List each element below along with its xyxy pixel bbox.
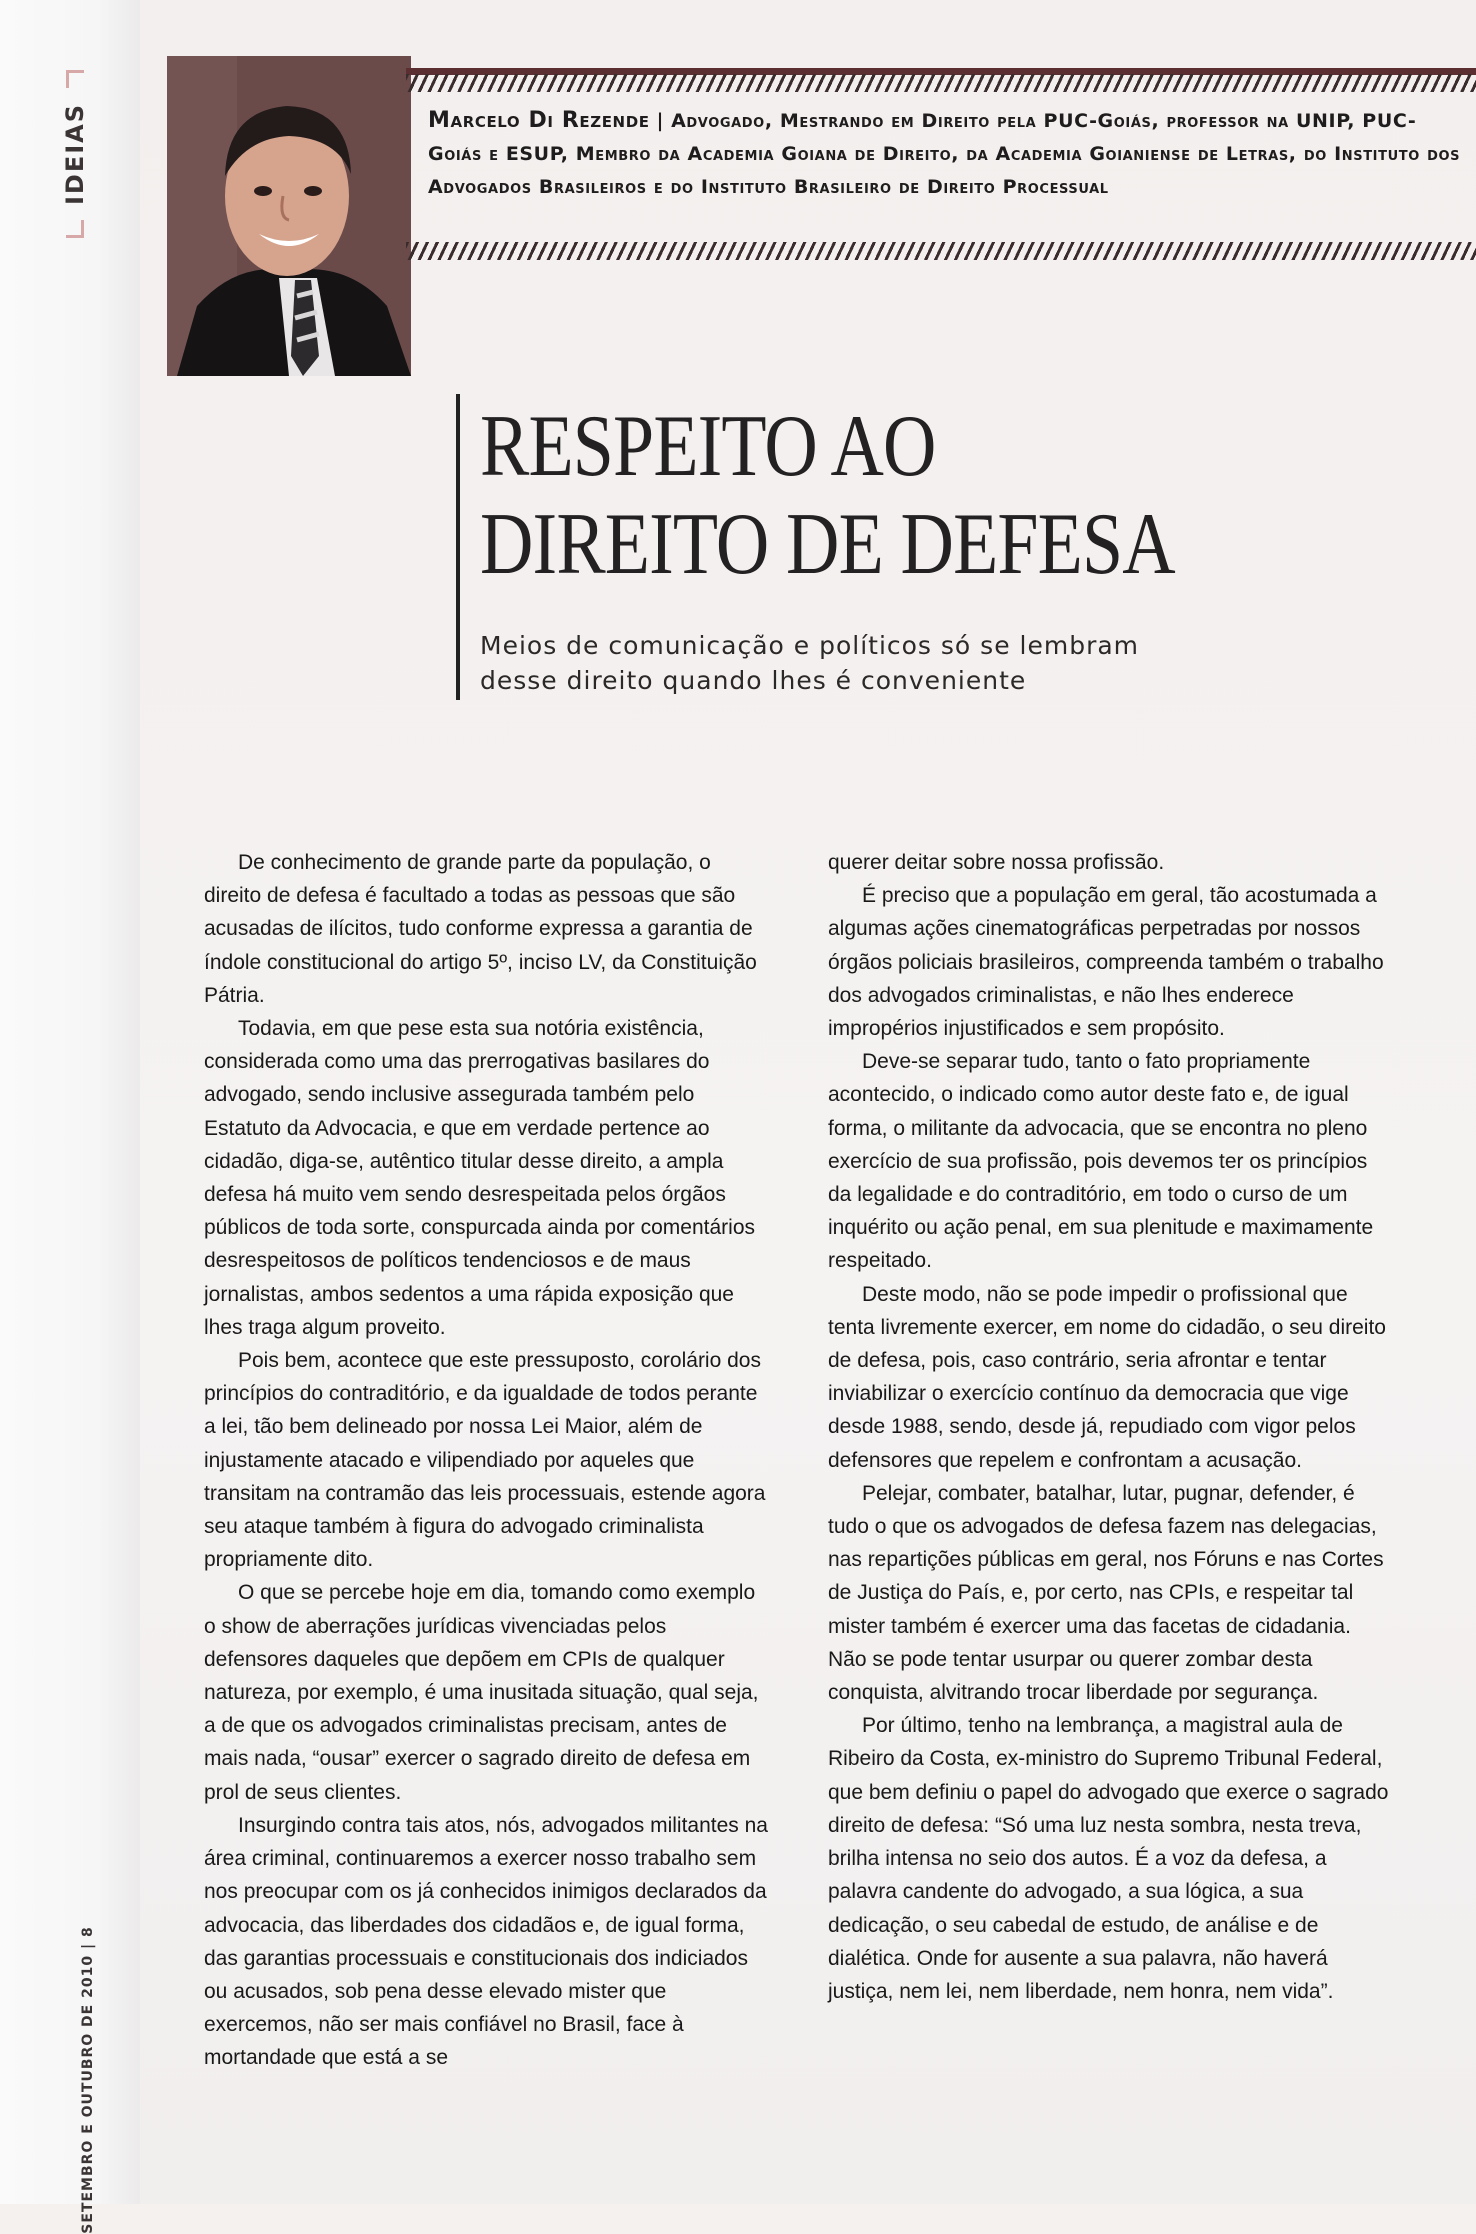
article-title-line1: RESPEITO AO — [480, 398, 936, 495]
author-portrait-illustration — [167, 56, 411, 376]
section-label-text: IDEIAS — [61, 102, 89, 206]
header-hatch-bottom — [406, 242, 1476, 260]
author-photo — [167, 56, 411, 376]
article-subtitle: Meios de comunicação e políticos só se lembram desse direito quando lhes é conveniente — [480, 631, 1140, 695]
header-hatch-top — [406, 74, 1476, 92]
page-margin — [0, 0, 140, 2204]
paragraph: Todavia, em que pese esta sua notória existência, considerada como uma das prerrogativas basilares do advogado, sendo inclusive assegurada também pelo Estatuto da Advocacia, e que em verdade pertence ao cidadão, diga-se, autêntico titular desse direito, a ampla defesa há muito vem sendo desrespeitada pelos órgãos públicos de toda sorte, conspurcada ainda por comentários desrespeitosos de políticos tendenciosos e de maus jornalistas, ambos sedentos a uma rápida exposição que lhes traga algum proveito. — [204, 1017, 756, 1339]
paragraph: Por último, tenho na lembrança, a magistral aula de Ribeiro da Costa, ex-ministro do Supremo Tribunal Federal, que bem definiu o papel do advogado que exerce o sagrado direito de defesa: “Só uma luz nesta sombra, nesta treva, brilha intensa no seio dos autos. É a voz da defesa, a palavra candente do advogado, a sua lógica, a sua dedicação, o seu cabedal de estudo, de análise e de dialética. Onde for ausente a sua palavra, não haverá justiça, nem lei, nem liberdade, nem honra, nem vida”. — [828, 1714, 1389, 2003]
page-number: 8 — [80, 1926, 96, 1938]
paragraph: Pois bem, acontece que este pressuposto, corolário dos princípios do contraditório, e da igualdade de todos perante a lei, tão bem delineado por nossa Lei Maior, além de injustamente atacado e vilipendiado por aqueles que transitam na contramão das leis processuais, estende agora seu ataque também à figura do advogado criminalista propriamente dito. — [204, 1349, 766, 1572]
article-title-line2: DIREITO DE DEFESA — [480, 496, 1175, 593]
title-rule — [456, 394, 460, 700]
article-column-right — [828, 846, 1393, 2008]
corner-mark-top — [66, 70, 84, 88]
paragraph: O que se percebe hoje em dia, tomando como exemplo o show de aberrações jurídicas vivenciadas pelos defensores daqueles que depõem em CPIs de qualquer natureza, por exemplo, é uma inusitada situação, qual seja, a de que os advogados criminalistas precisam, antes de mais nada, “ousar” exercer o sagrado direito de defesa em prol de seus clientes. — [204, 1581, 759, 1804]
author-bio: Marcelo Di Rezende | Advogado, Mestrando em Direito pela PUC-Goiás, professor na UNIP, PUC-Goiás e ESUP, Membro da Academia Goiana de Direito, da Academia Goianiense de Letras, do Instituto dos Advogados Brasileiros e do Instituto Brasileiro de Direito Processual — [428, 108, 1461, 198]
paragraph: Deste modo, não se pode impedir o profissional que tenta livremente exercer, em nome do cidadão, o seu direito de defesa, pois, caso contrário, seria afrontar e tentar inviabilizar o exercício contínuo da democracia que vige desde 1988, sendo, desde já, repudiado com vigor pelos defensores que repelem e confrontam a acusação. — [828, 1282, 1386, 1472]
paragraph: Insurgindo contra tais atos, nós, advogados militantes na área criminal, continuaremos a exercer nosso trabalho sem nos preocupar com os já conhecidos inimigos declarados da advocacia, das liberdades dos cidadãos e, de igual forma, das garantias processuais e constitucionais dos indiciados ou acusados, sob pena desse elevado mister que exercemos, não ser mais confiável no Brasil, face à mortandade que está a se — [204, 1813, 768, 2070]
article-column-left — [204, 846, 769, 2075]
paragraph: De conhecimento de grande parte da população, o direito de defesa é facultado a todas as pessoas que são acusadas de ilícitos, tudo conforme expressa a garantia de índole constitucional do artigo 5º, inciso LV, da Constituição Pátria. — [204, 851, 757, 1007]
paragraph: Pelejar, combater, batalhar, lutar, pugnar, defender, é tudo o que os advogados de defesa fazem nas delegacias, nas repartições públicas em geral, nos Fóruns e nas Cortes de Justiça do País, e, por certo, nas CPIs, e respeitar tal mister também é exercer uma das facetas de cidadania. Não se pode tentar usurpar ou querer zombar desta conquista, alvitrando trocar liberdade por segurança. — [828, 1481, 1384, 1705]
issue-date: SETEMBRO E OUTUBRO DE 2010 — [80, 1954, 96, 2234]
author-credentials: Advogado, Mestrando em Direito pela PUC-Goiás, professor na UNIP, PUC-Goiás e ESUP, Membro da Academia Goiana de Direito, da Academia Goianiense de Letras, do Instituto dos Advogados Brasileiros e do Instituto Brasileiro de Direito Processual — [428, 110, 1461, 198]
author-name: Marcelo Di Rezende — [428, 108, 650, 133]
page-footer: SETEMBRO E OUTUBRO DE 2010 | 8 — [80, 1926, 96, 2234]
article-title — [480, 398, 1303, 594]
section-label — [48, 70, 102, 250]
paragraph: Deve-se separar tudo, tanto o fato propriamente acontecido, o indicado como autor deste fato e, de igual forma, o militante da advocacia, que se encontra no pleno exercício de sua profissão, pois devemos ter os princípios da legalidade e do contraditório, em todo o curso de um inquérito ou ação penal, em sua plenitude e maximamente respeitado. — [828, 1050, 1374, 1273]
paragraph-continued: querer deitar sobre nossa profissão. — [828, 851, 1165, 874]
paragraph: É preciso que a população em geral, tão acostumada a algumas ações cinematográficas perpetradas por nossos órgãos policiais brasileiros, compreenda também o trabalho dos advogados criminalistas, e não lhes enderece impropérios injustificados e sem propósito. — [828, 884, 1384, 1041]
corner-mark-bottom — [66, 220, 84, 238]
